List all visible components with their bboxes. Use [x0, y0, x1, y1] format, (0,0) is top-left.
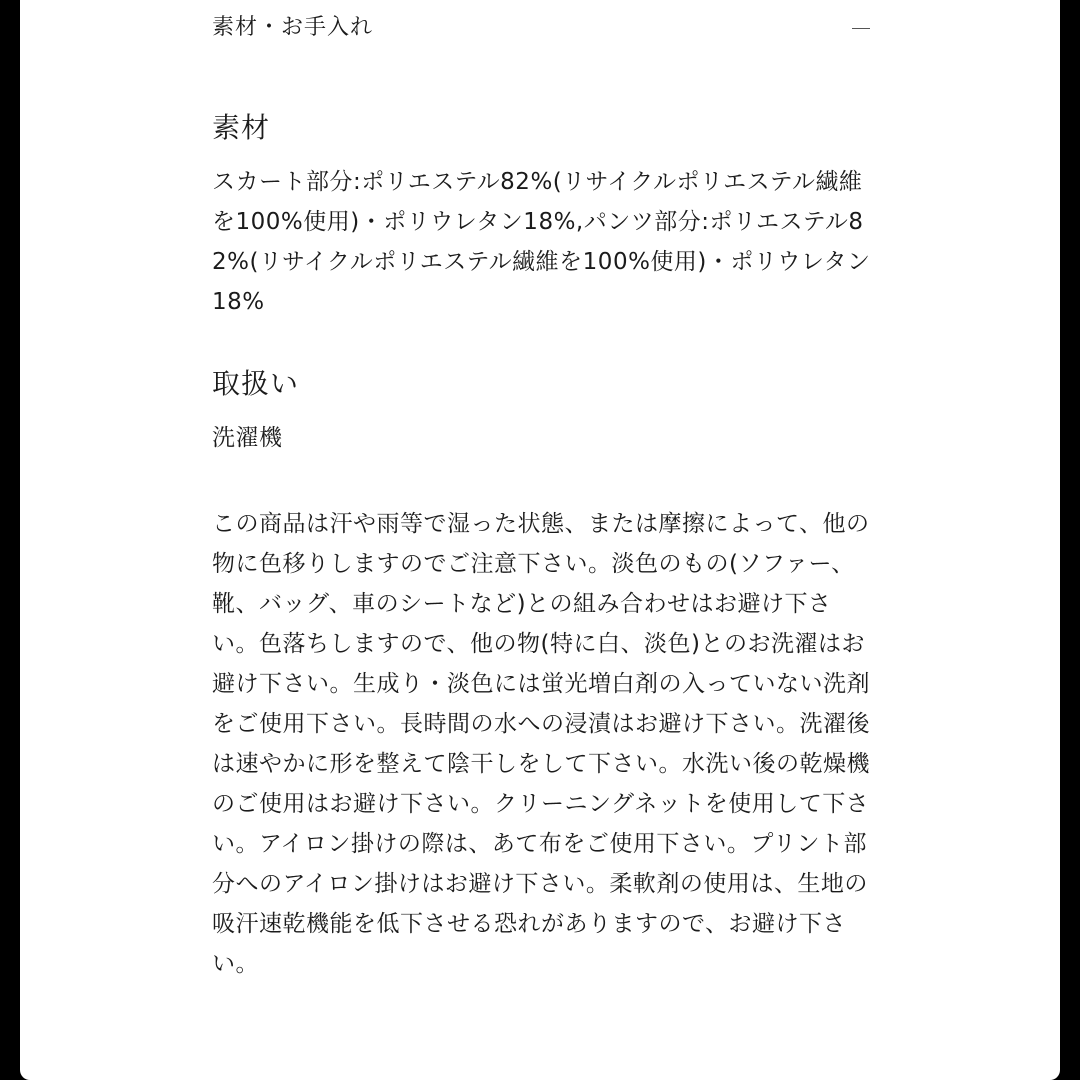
material-text: スカート部分:ポリエステル82%(リサイクルポリエステル繊維を100%使用)・ポリウレタン18%,パンツ部分:ポリエステル82%(リサイクルポリエステル繊維を100%使用)・ポリウレタン18%: [212, 169, 871, 315]
accordion-content: [212, 106, 877, 984]
care-method: 洗濯機: [212, 425, 283, 451]
care-instructions: この商品は汗や雨等で湿った状態、または摩擦によって、他の物に色移りしますのでご注意下さい。淡色のもの(ソファー、靴、バッグ、車のシートなど)との組み合わせはお避け下さい。色落ちしますので、他の物(特に白、淡色)とのお洗濯はお避け下さい。生成り・淡色には蛍光増白剤の入っていない洗剤をご使用下さい。長時間の水への浸漬はお避け下さい。洗濯後は速やかに形を整えて陰干しをして下さい。水洗い後の乾燥機のご使用はお避け下さい。クリーニングネットを使用して下さい。アイロン掛けの際は、あて布をご使用下さい。プリント部分へのアイロン掛けはお避け下さい。柔軟剤の使用は、生地の吸汗速乾機能を低下させる恐れがありますので、お避け下さい。: [212, 511, 870, 977]
minus-icon[interactable]: [850, 18, 872, 40]
accordion-panel: [20, 0, 1060, 1080]
care-heading: 取扱い: [212, 367, 300, 400]
material-heading: 素材: [212, 111, 271, 144]
accordion-title: 素材・お手入れ: [212, 15, 374, 40]
accordion-header[interactable]: [212, 8, 872, 48]
